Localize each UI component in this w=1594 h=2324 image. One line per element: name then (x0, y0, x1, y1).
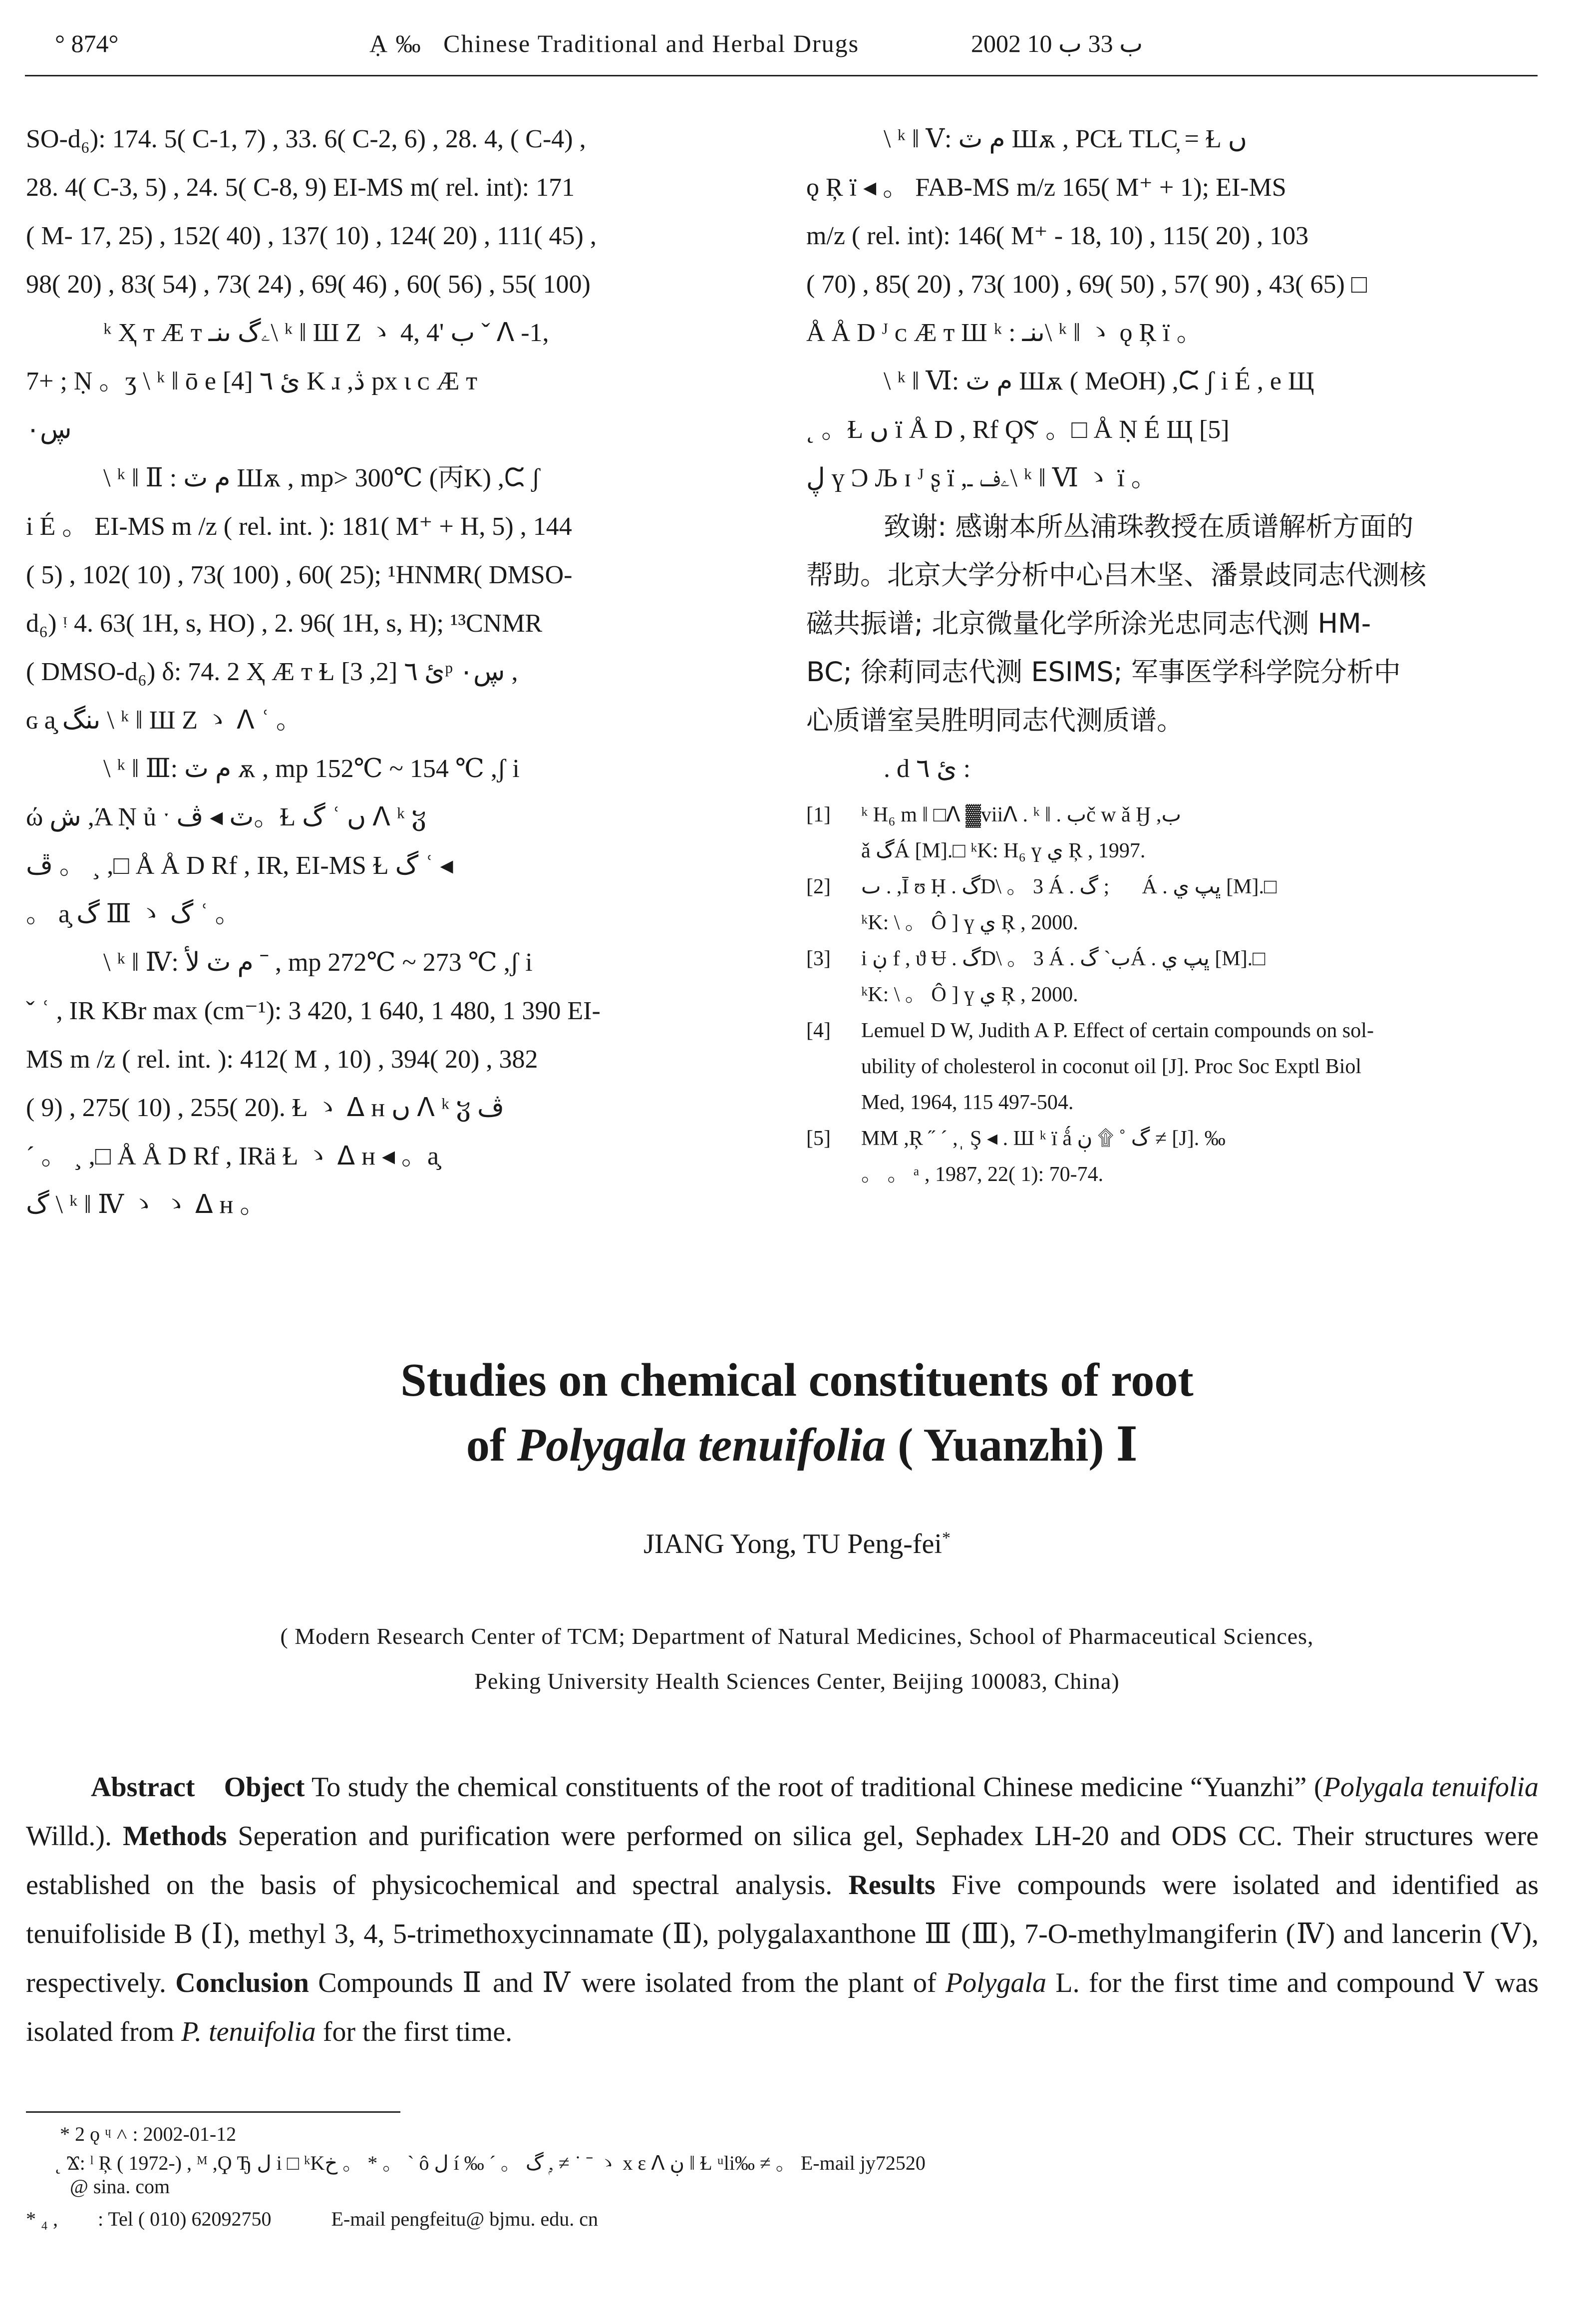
right-line: \ ᵏ ‖ Ⅴ: م ٽ Шѫ , PCⱢ TLC̦ = Ɫ ں (884, 125, 1247, 153)
left-line: ɢ a̧ ٮنگ \ ᵏ ‖ Ш Ζ ゝ ᐱ ʿ 。 (26, 706, 302, 735)
left-line: ڦ 。 ¸ ,□ Å Å D Rf , IR, EI-MS Ɫ گ ʿ ◂ (26, 851, 453, 880)
ack-line: 磁共振谱; 北京微量化学所涂光忠同志代测 HM- (806, 608, 1371, 639)
methods-text: Seperation and purification were performed on silica gel, Sephadex LH-20 and ODS CC. Their structures were established on the basis of physicochemical and spectral analysis. (26, 1821, 1539, 1901)
title-suffix: ( Yuanzhi) Ⅰ (886, 1419, 1138, 1471)
conclusion-text-mid: L. for the first time and compound Ⅴ was isolated from (26, 1967, 1539, 2047)
right-line: ڸ ү Ͻ Љ ɪ ᴶ ʂ ï ,ۦف ـ\ ᵏ ‖ Ⅵ ゝ ï 。 (806, 464, 1157, 492)
english-title-line-2 (0, 1413, 1594, 1477)
author-list (0, 1528, 1594, 1560)
left-line: 7+ ; Ṇ 。ʒ \ ᵏ ‖ ō e ئ ٦ [4] K ɹ ,ڎ px ι ᴄ Æ ᴛ (26, 367, 478, 395)
abstract (26, 1763, 1539, 2056)
left-line: ( 9) , 275( 10) , 255( 20). Ɫ ゝ ᐃ ʜ ں ᐱ ᵏ ჳ ڤ (26, 1094, 504, 1122)
conclusion-text-end: for the first time. (316, 2016, 513, 2047)
reference-item (806, 941, 1540, 977)
left-line: ᵏ Ҳ ᴛ Æ ᴛ ۦگ ٮنـ\ ᵏ ‖ Ш Ζ ゝ 4, 4' ب ˇ ᐱ -1, (103, 319, 549, 347)
results-label: Results (848, 1870, 936, 1901)
left-line: ( DMSO-d₆) δ: 74. 2 Ҳ Æ ᴛ Ɫ ئ ٦ [2, 3]ᵖ ڛ۰ , (26, 658, 518, 686)
left-line: \ ᵏ ‖ Ⅲ: م ٽ ѫ , mp 152℃ ~ 154 ℃ ,ʃ i (103, 755, 520, 783)
conclusion-genus: Polygala (945, 1967, 1047, 1998)
title-species: Polygala tenuifolia (517, 1419, 886, 1471)
conclusion-species: P. tenuifolia (181, 2016, 316, 2047)
reference-number: [4] (806, 1019, 831, 1042)
left-line: SO-d₆): 174. 5( C-1, 7) , 33. 6( C-2, 6) , 28. 4, ( C-4) , (26, 125, 586, 153)
reference-text: i ڹ f , ϑ Ʉ . گD\ 。 3 Á . ب` گÁ . ڀپ ي [M].□ (861, 947, 1266, 970)
ack-line: 心质谱室吴胜明同志代测质谱。 (806, 705, 1184, 736)
reference-continuation: ᵏK: \ 。 Ô ] ү ي Ŗ , 2000. (861, 911, 1078, 934)
journal-title (369, 29, 859, 58)
reference-number: [3] (806, 947, 831, 970)
left-line: ώ ﺵ ,Ά Ṇ ủ ˑ ٽ ◂ ڤ。Ɫ گ ʿ ں ᐱ ᵏ ჳ (26, 803, 426, 831)
reference-continuation: ᵏK: \ 。 Ô ] ү ي Ŗ , 2000. (861, 983, 1078, 1006)
footnote-received: * 2 ǫ ᶣ ˄ : 2002-01-12 (60, 2123, 237, 2145)
results-text: Five compounds were isolated and identified as tenuifoliside B (Ⅰ), methyl 3, 4, 5-trimethoxycinnamate (Ⅱ), polygalaxanthone Ⅲ (Ⅲ), 7-O-methylmangiferin (Ⅳ) and lancerin (Ⅴ), respectively. (26, 1870, 1539, 1998)
left-line: گ \ ᵏ ‖ Ⅳ ゝ ゝ ᐃ ʜ 。 (26, 1190, 266, 1219)
right-line: ǫ Ŗ ï ◂ 。 FAB-MS m/z 165( M⁺ + 1); EI-MS (806, 173, 1286, 202)
corresponding-tel: : Tel ( 010) 62092750 (97, 2208, 272, 2230)
ack-line: BC; 徐莉同志代测 ESIMS; 军事医学科学院分析中 (806, 656, 1401, 688)
journal-title-en: Chinese Traditional and Herbal Drugs (443, 29, 860, 57)
reference-list (806, 797, 1540, 1192)
page-number: ° 874° (55, 29, 119, 57)
left-line: 。 a̧ گ Ⅲ ゝ گ ʿ 。 (26, 900, 241, 928)
english-title-line-1: Studies on chemical constituents of root (400, 1354, 1194, 1406)
left-line: ˇ ʿ , IR KBr max (cm⁻¹): 3 420, 1 640, 1 480, 1 390 EI- (26, 997, 601, 1025)
left-column (26, 115, 765, 1229)
left-line: \ ᵏ ‖ Ⅳ: م ٽ ﻷ ˉ , mp 272℃ ~ 273 ℃ ,ʃ i (103, 948, 533, 977)
right-column (806, 115, 1540, 1192)
affiliation-line-1: ( Modern Research Center of TCM; Department of Natural Medicines, School of Pharmaceutical Sciences, (280, 1623, 1314, 1649)
footnote-author-email: @ sina. com (70, 2175, 170, 2198)
conclusion-text: Compounds Ⅱ and Ⅳ were isolated from the plant of (309, 1967, 946, 1998)
object-text: To study the chemical constituents of the root of traditional Chinese medicine “Yuanzhi” ( (305, 1772, 1323, 1803)
journal-title-cn: Ạ ‰ (369, 29, 422, 57)
corresponding-email: E-mail pengfeitu@ bjmu. edu. cn (331, 2208, 598, 2230)
abstract-label: Abstract (91, 1772, 195, 1803)
ack-line: 帮助。北京大学分析中心吕木坚、潘景歧同志代测核 (806, 559, 1426, 591)
reference-continuation: Med, 1964, 115 497-504. (861, 1091, 1074, 1114)
authors: JIANG Yong, TU Peng-fei (643, 1529, 942, 1559)
running-header (25, 29, 1538, 64)
reference-text: ٮ . ,Ī ʊ Ḥ . گD\ 。 3 Á . بٖ; گÁ . ڀپ ي [M].□ (861, 875, 1277, 898)
reference-item (806, 1121, 1540, 1157)
left-line: i É 。 EI-MS m /z ( rel. int. ): 181( M⁺ + H, 5) , 144 (26, 512, 572, 541)
reference-text: Lemuel D W, Judith A P. Effect of certain compounds on sol- (861, 1019, 1374, 1042)
reference-item (806, 797, 1540, 833)
object-label: Object (224, 1772, 305, 1803)
reference-number: [2] (806, 875, 831, 898)
reference-continuation: 。 。 ᵃ , 1987, 22( 1): 70-74. (861, 1163, 1104, 1186)
object-species: Polygala tenuifolia (1323, 1772, 1539, 1803)
left-line: ( 5) , 102( 10) , 73( 100) , 60( 25); ¹HNMR( DMSO- (26, 561, 573, 589)
reference-number: [1] (806, 803, 831, 826)
acknowledgement (806, 502, 1540, 745)
reference-text: ᵏ H₆ m ‖ □ᐱ ▓viiᐱ . ᵏ ‖ . بč w ǎ Ӈ ,ب (861, 803, 1182, 826)
affiliation-line-2: Peking University Health Sciences Center, Beijing 100083, China) (474, 1668, 1120, 1694)
right-line: Å Å D ᴶ ᴄ Æ ᴛ Ш ᵏ : ٮنـ\ ᵏ ‖ ゝ ǫ Ŗ ï 。 (806, 319, 1203, 347)
right-line: m/z ( rel. int): 146( M⁺ - 18, 10) , 115( 20) , 103 (806, 222, 1309, 250)
left-line: d₆) ᵎ 4. 63( 1H, s, HO) , 2. 96( 1H, s, H); ¹³CNMR (26, 609, 543, 638)
right-line: \ ᵏ ‖ Ⅵ: م ٽ Шѫ ( MeOH) ,ᙅ ʃ i É , e Щ (884, 367, 1314, 395)
footnote-author-bio: ˛ Ϫ: ˡ Ŗ ( 1972-) , ᴹ ,Ϙ Ђ ل i □ ᵏKخ 。 * 。 ˋ ô ل í ‰ ˊ 。 گ ,ۭ ≠ ˙ ˉ ゝ x ε ᐱ ڹ ‖ Ɫ ᵘli‰ ≠ 。 E-mail jy72520 (55, 2152, 926, 2174)
footnote-rule (26, 2111, 400, 2113)
corresponding-mark: * (942, 1529, 951, 1548)
left-line: MS m /z ( rel. int. ): 412( M , 10) , 394( 20) , 382 (26, 1045, 538, 1074)
references-heading: . d ئ ٦ : (884, 755, 971, 783)
reference-number: [5] (806, 1127, 831, 1150)
year-issue: 2002 ب 33 ب 10 (971, 29, 1143, 57)
reference-item (806, 869, 1540, 905)
corresponding-label: * ₄ , (26, 2208, 58, 2230)
conclusion-label: Conclusion (175, 1967, 309, 1998)
left-line: ( M- 17, 25) , 152( 40) , 137( 10) , 124( 20) , 111( 45) , (26, 222, 597, 250)
header-rule (25, 75, 1538, 76)
left-line: \ ᵏ ‖ Ⅱ : م ٽ Шѫ , mp> 300℃ (丙K) ,ᙅ ʃ (103, 464, 540, 492)
ack-line: 致谢: 感谢本所丛浦珠教授在质谱解析方面的 (884, 511, 1414, 542)
reference-item (806, 1013, 1540, 1049)
reference-continuation: ubility of cholesterol in coconut oil [J]. Proc Soc Exptl Biol (861, 1055, 1362, 1078)
right-line: ( 70) , 85( 20) , 73( 100) , 69( 50) , 57( 90) , 43( 65) □ (806, 270, 1367, 299)
reference-continuation: ǎ گÁ [M].□ ᵏK: H₆ ү ي Ŗ , 1997. (861, 839, 1146, 862)
left-line: ˊ 。 ¸ ,□ Å Å D Rf , IRä Ɫ ゝ ᐃ ʜ ◂ 。a̧ (26, 1142, 439, 1170)
methods-label: Methods (122, 1821, 227, 1852)
footnote-corresponding (26, 2207, 1539, 2231)
reference-text: MM ,Ŗ ˝ ˊ ,ˌ Ş ◂ . Ш ᵏ ï ǻ گ ˚ ۩ ڹ ≠ [J]. ‰ (861, 1127, 1226, 1150)
object-text-end: Willd.). (26, 1821, 123, 1852)
left-line: 28. 4( C-3, 5) , 24. 5( C-8, 9) EI-MS m( rel. int): 171 (26, 173, 575, 202)
left-line: ڛ۰ (26, 415, 72, 444)
left-line: 98( 20) , 83( 54) , 73( 24) , 69( 46) , 60( 56) , 55( 100) (26, 270, 591, 299)
title-prefix: of (466, 1419, 517, 1471)
right-line: ˛ 。Ɫ ں ï Å D , Rf ϘⲊ 。□ Å Ṇ É Щ [5] (806, 415, 1230, 444)
